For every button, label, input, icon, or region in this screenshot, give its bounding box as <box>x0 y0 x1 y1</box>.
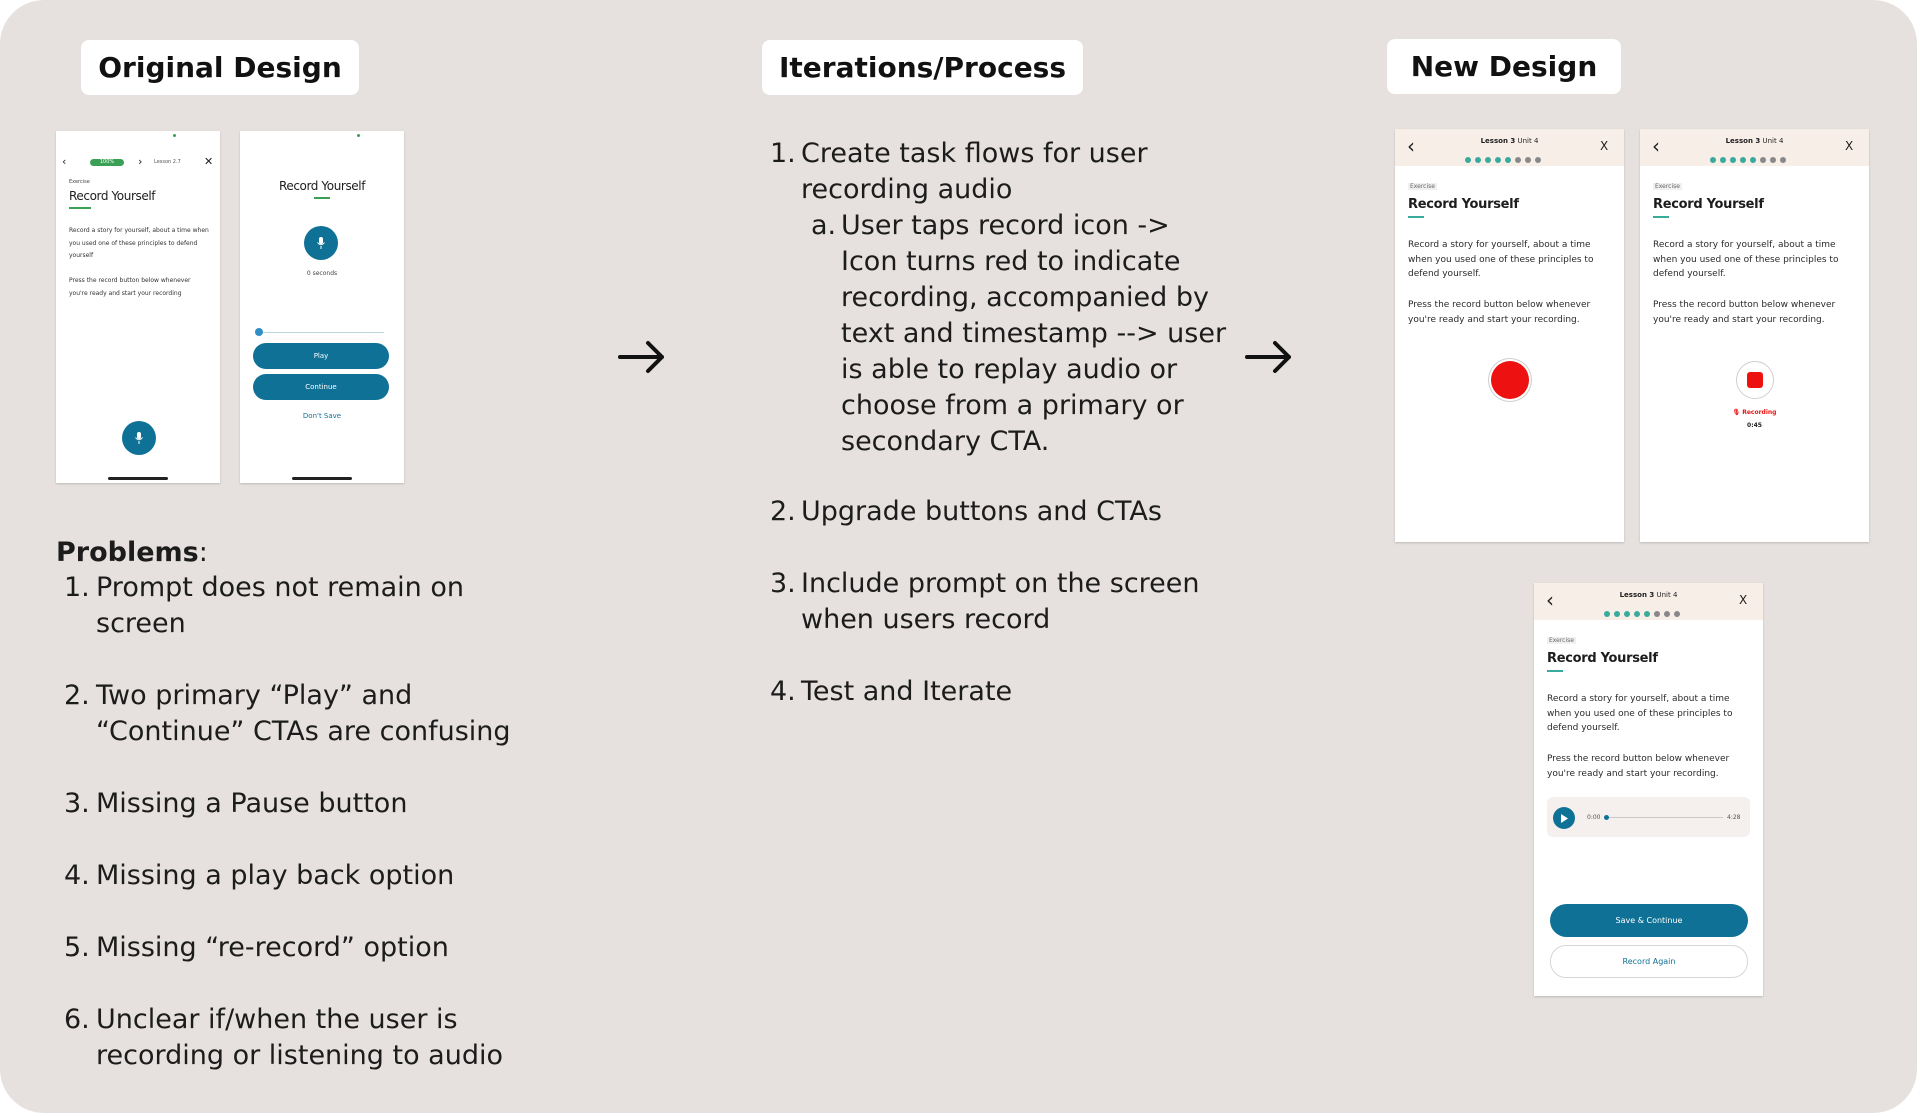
microphone-icon <box>316 237 326 249</box>
forward-icon[interactable]: › <box>138 155 143 168</box>
progress-dot <box>1740 157 1746 163</box>
status-dot <box>173 134 176 137</box>
original-phone-1 <box>56 131 220 483</box>
lesson-progress-dots <box>1465 150 1565 158</box>
prompt-text: Record a story for yourself, about a time when you used one of these principles to defend yourself. <box>1653 240 1839 279</box>
exercise-title: Record Yourself <box>1408 197 1519 212</box>
home-indicator <box>292 477 352 480</box>
record-again-button[interactable]: Record Again <box>1550 945 1748 978</box>
header-new-design: New Design <box>1387 39 1621 94</box>
progress-dot <box>1525 157 1531 163</box>
progress-dot <box>1475 157 1481 163</box>
lesson-title: Lesson 3 Unit 4 <box>1480 137 1539 145</box>
process-item-text: Create task flows for user recording audio <box>801 138 1148 205</box>
process-item: 3. <box>770 568 796 599</box>
original-phone-2 <box>240 131 404 483</box>
progress-dot <box>1730 157 1736 163</box>
seconds-counter: 0 seconds <box>306 270 338 277</box>
progress-dot <box>1505 157 1511 163</box>
process-subitem-letter: a. <box>811 210 837 241</box>
status-dot <box>357 134 360 137</box>
new-phone-record-idle <box>1395 129 1624 542</box>
lesson-label: Lesson 2.7 <box>154 159 181 165</box>
title-underline <box>1547 670 1563 672</box>
problem-item: 6. <box>64 1004 90 1035</box>
progress-dot <box>1750 157 1756 163</box>
close-icon[interactable]: X <box>1739 593 1748 607</box>
record-button[interactable] <box>1491 361 1529 399</box>
problems-heading: Problems: <box>56 537 208 568</box>
instruction-text: Press the record button below whenever you're ready and start your recording. <box>1653 300 1836 325</box>
problem-item: 5. <box>64 932 90 963</box>
progress-dot <box>1664 611 1670 617</box>
audio-track-handle[interactable] <box>1604 815 1609 820</box>
title-underline <box>314 197 330 199</box>
progress-dot <box>1654 611 1660 617</box>
stop-button[interactable] <box>1736 361 1774 399</box>
title-underline <box>1408 216 1424 218</box>
problem-item-text: Two primary “Play” and “Continue” CTAs are confusing <box>96 680 511 747</box>
close-icon[interactable]: X <box>1845 139 1854 153</box>
recording-indicator: 🎙 Recording <box>1732 409 1777 416</box>
microphone-icon: 🎙 <box>1732 409 1741 416</box>
problem-item: 2. <box>64 680 90 711</box>
audio-start-time: 0:00 <box>1587 814 1601 821</box>
problem-item: 1. <box>64 572 90 603</box>
audio-track[interactable] <box>1605 817 1723 818</box>
prompt-text: Record a story for yourself, about a time when you used one of these principles to defend yourself. <box>1408 240 1594 279</box>
header-iterations-process: Iterations/Process <box>762 40 1083 95</box>
lesson-title: Lesson 3 Unit 4 <box>1725 137 1784 145</box>
title-underline <box>69 207 91 209</box>
audio-scrubber-handle[interactable] <box>255 328 263 336</box>
mic-button[interactable] <box>304 226 338 260</box>
progress-dot <box>1710 157 1716 163</box>
progress-dot <box>1624 611 1630 617</box>
right-arrow-icon <box>1245 340 1293 374</box>
progress-dot <box>1465 157 1471 163</box>
title-underline <box>1653 216 1669 218</box>
instruction-text: Press the record button below whenever you're ready and start your recording. <box>1408 300 1591 325</box>
right-arrow-icon <box>618 340 666 374</box>
close-icon[interactable]: ✕ <box>204 155 214 168</box>
chevron-left-icon[interactable]: ‹ <box>1407 134 1415 158</box>
exercise-eyebrow: Exercise <box>1655 183 1680 190</box>
chevron-left-icon[interactable]: ‹ <box>1652 134 1660 158</box>
progress-dot <box>1674 611 1680 617</box>
chevron-left-icon[interactable]: ‹ <box>1546 588 1554 612</box>
audio-end-time: 4:28 <box>1727 814 1741 821</box>
close-icon[interactable]: X <box>1600 139 1609 153</box>
progress-dot <box>1495 157 1501 163</box>
progress-dot <box>1614 611 1620 617</box>
problem-item-text: Missing “re-record” option <box>96 932 449 963</box>
recording-timestamp: 0:45 <box>1747 422 1762 429</box>
problem-item-text: Missing a Pause button <box>96 788 408 819</box>
process-item: 4. <box>770 676 796 707</box>
progress-dot <box>1760 157 1766 163</box>
progress-dot <box>1515 157 1521 163</box>
problem-item-text: Missing a play back option <box>96 860 455 891</box>
problem-item: 3. <box>64 788 90 819</box>
instruction-text: Press the record button below whenever you're ready and start your recording <box>69 277 191 297</box>
problem-item-text: Unclear if/when the user is recording or listening to audio <box>96 1004 504 1071</box>
save-continue-button[interactable]: Save & Continue <box>1550 904 1748 937</box>
process-subitem-text: User taps record icon -> Icon turns red to indicate recording, accompanied by text and timestamp --> user is able to replay audio or choose from a primary or secondary CTA. <box>841 210 1227 457</box>
audio-scrubber-track[interactable] <box>260 332 384 333</box>
exercise-title: Record Yourself <box>1547 651 1658 666</box>
back-icon[interactable]: ‹ <box>62 155 67 168</box>
play-button[interactable] <box>1553 807 1575 829</box>
process-item: 2. <box>770 496 796 527</box>
dont-save-link[interactable]: Don't Save <box>302 412 342 420</box>
process-item-text: Include prompt on the screen when users record <box>801 568 1200 635</box>
problem-item-text: Prompt does not remain on screen <box>96 572 464 639</box>
prompt-text: Record a story for yourself, about a time when you used one of these principles to defend yourself. <box>1547 694 1733 733</box>
continue-button[interactable]: Continue <box>253 374 389 400</box>
progress-dot <box>1780 157 1786 163</box>
prompt-text: Record a story for yourself, about a time when you used one of these principles to defend yourself <box>69 227 209 259</box>
exercise-eyebrow: Exercise <box>1410 183 1435 190</box>
progress-dot <box>1535 157 1541 163</box>
mic-button[interactable] <box>122 421 156 455</box>
stop-icon <box>1747 372 1763 388</box>
progress-bar <box>90 159 124 166</box>
play-icon <box>1560 814 1568 823</box>
instruction-text: Press the record button below whenever you're ready and start your recording. <box>1547 754 1730 779</box>
progress-label: 100% <box>99 159 115 165</box>
progress-dot <box>1604 611 1610 617</box>
home-indicator <box>108 477 168 480</box>
exercise-eyebrow: Exercise <box>69 179 90 185</box>
problem-item: 4. <box>64 860 90 891</box>
progress-dot <box>1770 157 1776 163</box>
progress-dot <box>1644 611 1650 617</box>
exercise-title: Record Yourself <box>1653 197 1764 212</box>
exercise-eyebrow: Exercise <box>1549 637 1574 644</box>
record-title: Record Yourself <box>278 179 366 193</box>
new-phone-recording <box>1640 129 1869 542</box>
progress-dot <box>1485 157 1491 163</box>
lesson-progress-dots <box>1710 150 1810 158</box>
microphone-icon <box>134 432 144 444</box>
audio-player <box>1547 797 1750 837</box>
exercise-title: Record Yourself <box>69 189 156 203</box>
header-original-design: Original Design <box>81 40 359 95</box>
new-phone-playback <box>1534 583 1763 996</box>
play-button[interactable]: Play <box>253 343 389 369</box>
process-item-text: Test and Iterate <box>801 676 1013 707</box>
progress-dot <box>1634 611 1640 617</box>
process-item-text: Upgrade buttons and CTAs <box>801 496 1162 527</box>
lesson-progress-dots <box>1604 604 1704 612</box>
lesson-title: Lesson 3 Unit 4 <box>1619 591 1678 599</box>
progress-dot <box>1720 157 1726 163</box>
process-item: 1. <box>770 138 796 169</box>
